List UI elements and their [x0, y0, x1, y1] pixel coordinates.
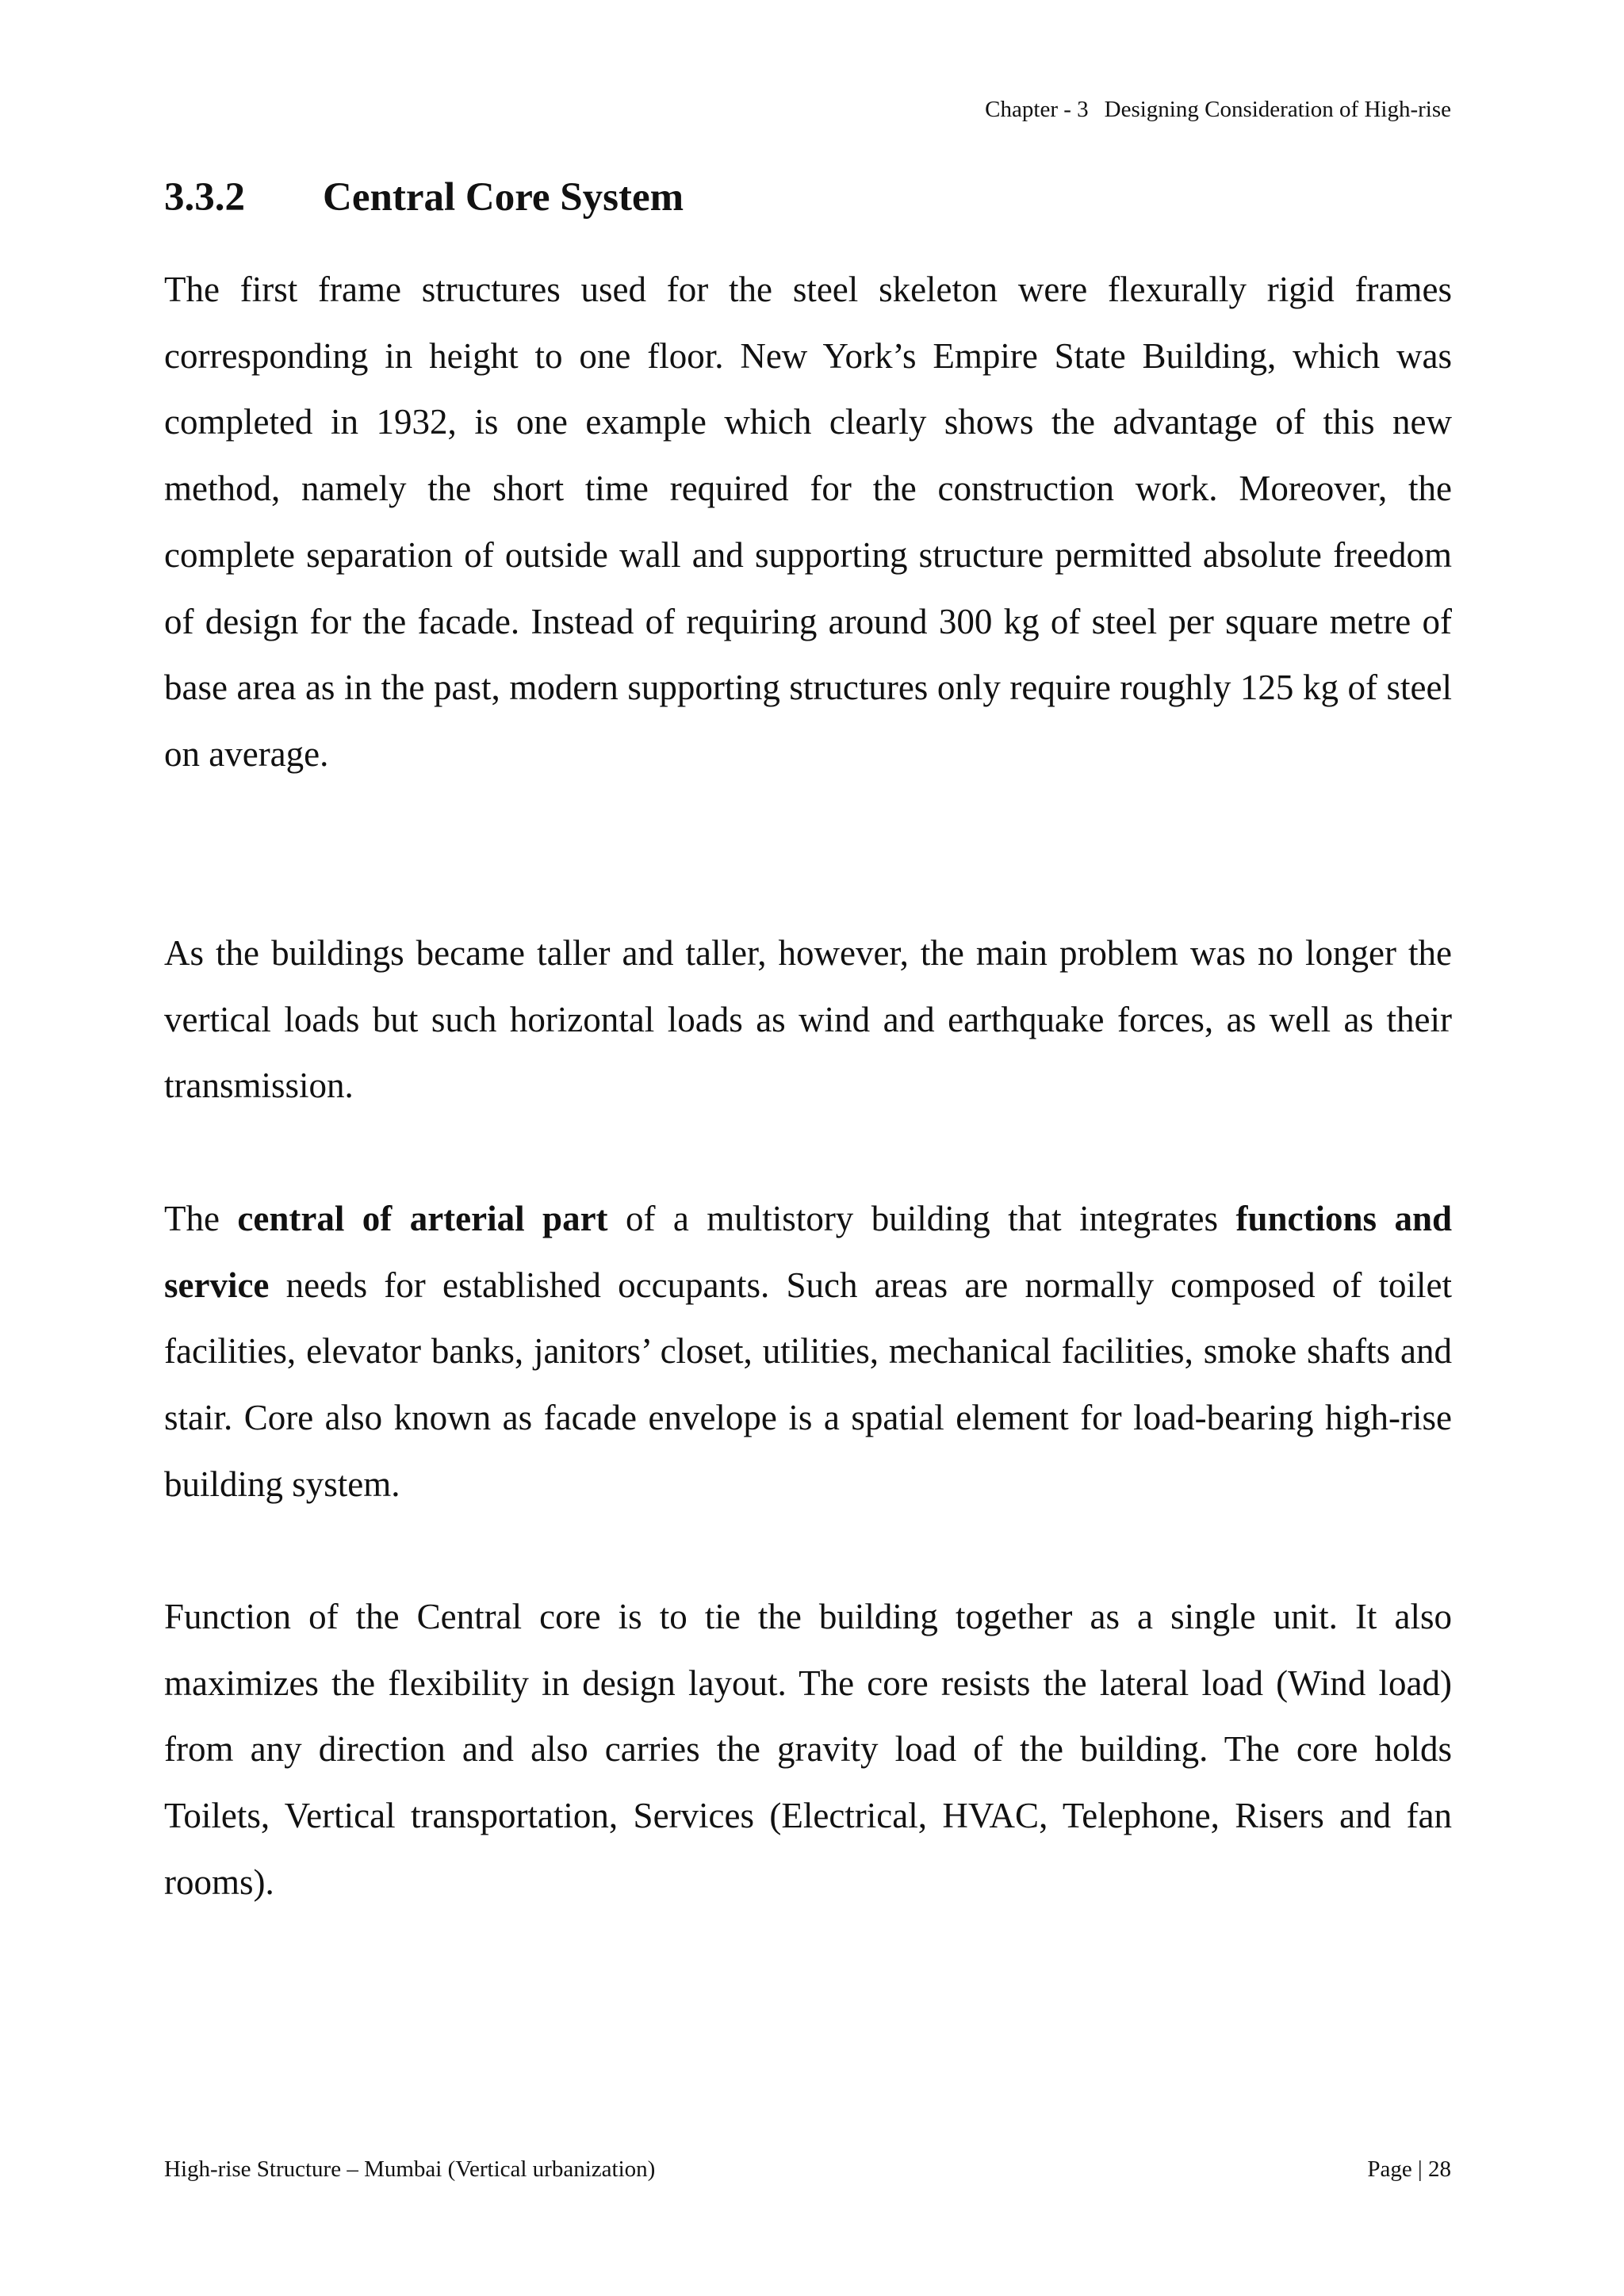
footer-document-title: High-rise Structure – Mumbai (Vertical urbanization)	[164, 2156, 656, 2182]
chapter-title: Designing Consideration of High-rise	[1104, 97, 1451, 122]
paragraph-text: needs for established occupants. Such areas are normally composed of toilet facilities, elevator banks, janitors’ closet, utilities, mechanical facilities, smoke shafts and stair. Core also known as facade envelope is a spatial element for load-bearing high-rise building system.	[164, 1265, 1452, 1504]
paragraph-text: The	[164, 1199, 238, 1238]
paragraph-core-function: Function of the Central core is to tie the building together as a single unit. It also maximizes the flexibility in design layout. The core resists the lateral load (Wind load) from any direction and also carries the gravity load of the building. The core holds Toilets, Vertical transportation, Services (Electrical, HVAC, Telephone, Risers and fan rooms).	[164, 1597, 1452, 1902]
paragraph-horizontal-loads: As the buildings became taller and taller, however, the main problem was no longer the vertical loads but such horizontal loads as wind and earthquake forces, as well as their transmission.	[164, 933, 1452, 1106]
footer-page-number: Page | 28	[1367, 2156, 1451, 2182]
paragraph-core-definition	[164, 1186, 1452, 1518]
section-title: Central Core System	[323, 175, 684, 220]
bold-term: central of arterial part	[237, 1199, 608, 1238]
chapter-label: Chapter - 3	[985, 97, 1089, 122]
section-heading	[164, 172, 684, 223]
section-number: 3.3.2	[164, 175, 245, 220]
paragraph-text: of a multistory building that integrates	[607, 1199, 1236, 1238]
paragraph-steel-frames: The first frame structures used for the steel skeleton were flexurally rigid frames corresponding in height to one floor. New York’s Empire State Building, which was completed in 1932, is one example which clearly shows the advantage of this new method, namely the short time required for the construction work. Moreover, the complete separation of outside wall and supporting structure permitted absolute freedom of design for the facade. Instead of requiring around 300 kg of steel per square metre of base area as in the past, modern supporting structures only require roughly 125 kg of steel on average.	[164, 270, 1452, 774]
bold-term: functions and service	[164, 1199, 1452, 1305]
running-header	[985, 95, 1451, 124]
